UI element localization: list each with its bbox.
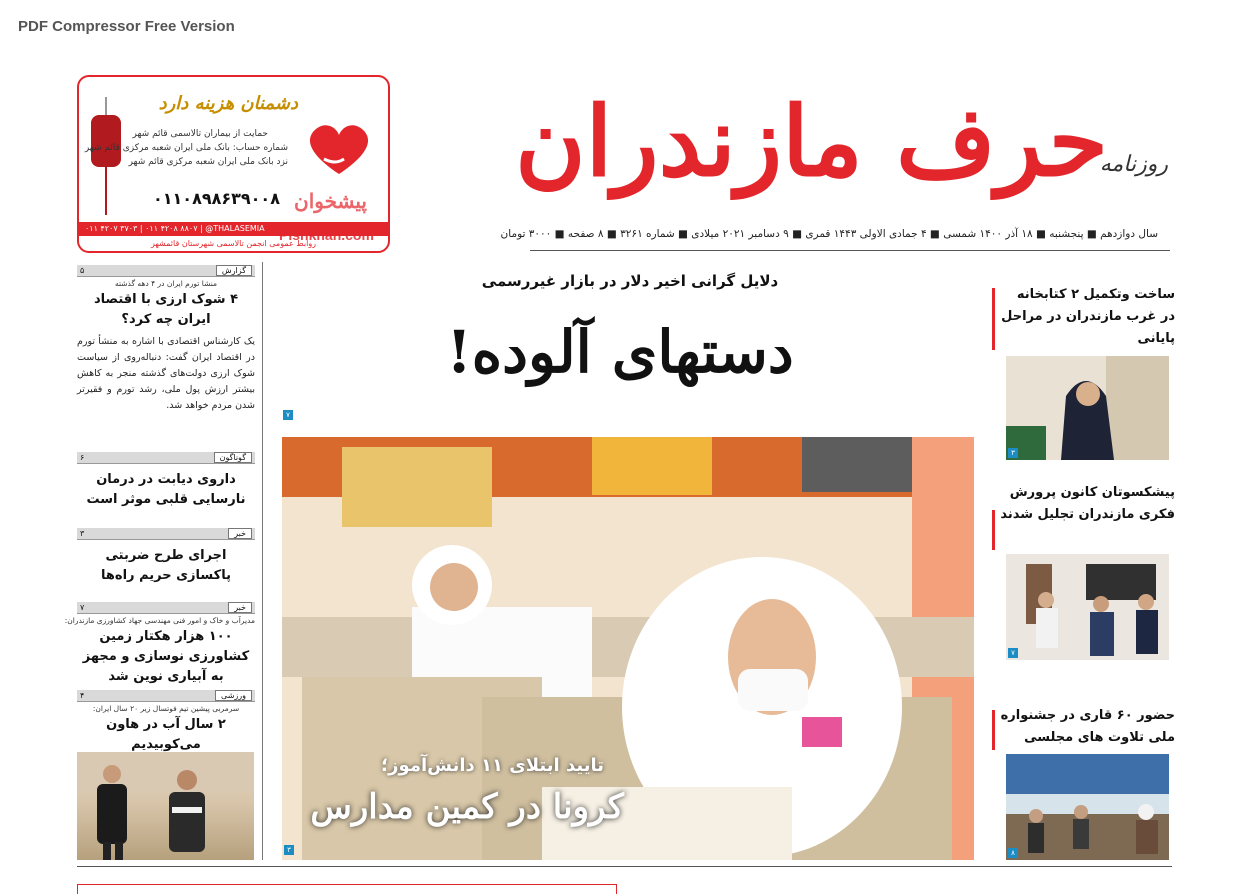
masthead — [488, 82, 1168, 212]
right-story-1[interactable] — [1000, 284, 1175, 350]
left-story-2[interactable] — [77, 452, 255, 510]
page-badge: ۷ — [1008, 648, 1018, 658]
story-photo[interactable] — [1006, 356, 1169, 460]
left-story-1[interactable] — [77, 265, 255, 414]
story-kicker: سرمربی پیشین تیم فوتسال زیر ۲۰ سال ایران: — [92, 704, 240, 713]
photo-headline: کرونا در کمین مدارس — [310, 787, 624, 827]
bottom-ad-frame — [77, 884, 617, 894]
page-number: ۶ — [80, 453, 85, 462]
pishkhan-watermark-fa: پیشخوان — [294, 189, 367, 213]
left-story-4[interactable] — [64, 602, 255, 687]
accent-bar — [992, 710, 995, 750]
newspaper-logo: حرف مازندران — [515, 85, 1108, 198]
page-number: ۴ — [80, 691, 85, 700]
ad-line-2: شماره حساب: بانک ملی ایران شعبه مرکزی قائم شهر — [84, 143, 288, 153]
story-title: حضور ۶۰ قاری در جشنواره ملی تلاوت های مجلسی — [1000, 708, 1175, 745]
ad-line-3: نزد بانک ملی ایران شعبه مرکزی قائم شهر — [128, 157, 288, 167]
thalassemia-ad[interactable] — [77, 75, 390, 253]
section-tag: خبر — [228, 602, 252, 613]
story-body: یک کارشناس اقتصادی با اشاره به منشأ تورم در اقتصاد ایران گفت: دنباله‌روی از سیاست شوک ارزی دولت‌های گذشته منجر به کاهش بیشتر ارزش پول ملی، رشد تورم و فقیرتر شدن مردم خواهد شد. — [77, 336, 255, 411]
heart-hands-icon — [304, 119, 374, 179]
column-divider — [262, 262, 263, 860]
section-tag: گزارش — [216, 265, 252, 276]
newspaper-label: روزنامه — [1099, 152, 1168, 177]
section-tag: گوناگون — [214, 452, 252, 463]
right-story-2[interactable] — [1000, 482, 1175, 526]
story-title: ۱۰۰ هزار هکتار زمین کشاورزی نوسازی و مجهز به آبیاری نوین شد — [82, 629, 250, 684]
accent-bar — [992, 510, 995, 550]
story-title: پیشکسوتان کانون پرورش فکری مازندران تجلیل شدند — [1000, 485, 1175, 522]
section-tag: خبر — [228, 528, 252, 539]
pdf-compressor-label: PDF Compressor Free Version — [18, 18, 235, 35]
story-kicker: منشا تورم ایران در ۴ دهه گذشته — [114, 279, 218, 288]
story-title: داروی دیابت در درمان نارسایی قلبی موثر است — [86, 472, 246, 507]
accent-bar — [992, 288, 995, 350]
blood-bag-icon — [87, 97, 125, 217]
right-story-3[interactable] — [1000, 705, 1175, 749]
left-story-3[interactable] — [77, 528, 255, 586]
section-tag: ورزشی — [215, 690, 252, 701]
lead-kicker: دلایل گرانی اخیر دلار در بازار غیررسمی — [481, 272, 779, 290]
page-badge: ۳ — [1008, 448, 1018, 458]
ad-line-1: حمایت از بیماران تالاسمی قائم شهر — [132, 129, 268, 139]
ad-footer: روابط عمومی انجمن تالاسمی شهرستان قائمشهر — [150, 239, 317, 248]
story-photo[interactable] — [1006, 554, 1169, 660]
ad-account-number: ۰۱۱۰۸۹۸۶۳۹۰۰۸ — [153, 189, 280, 208]
left-story-5[interactable] — [77, 690, 255, 755]
page-badge: ۸ — [1008, 848, 1018, 858]
ad-contact-band: ۰۱۱ ۴۲۰۷ ۳۷۰۳ | ۰۱۱ ۴۲۰۸ ۸۸۰۷ | @THALASEMIA — [79, 222, 388, 236]
story-title: ساخت وتکمیل ۲ کتابخانه در غرب مازندران در مراحل پایانی — [1001, 287, 1175, 346]
page-number: ۵ — [80, 266, 85, 275]
main-photo[interactable] — [282, 437, 974, 860]
page-badge: ۳ — [284, 845, 294, 855]
page-number: ۳ — [80, 529, 85, 538]
divider — [77, 866, 1172, 867]
photo-subheadline: تایید ابتلای ۱۱ دانش‌آموز؛ — [380, 755, 604, 776]
story-title: ۲ سال آب در هاون می‌کوبیدیم — [106, 717, 226, 752]
page-badge: ۷ — [283, 410, 293, 420]
page-number: ۷ — [80, 603, 85, 612]
story-photo[interactable] — [1006, 754, 1169, 860]
dateline: سال دوازدهم ■ پنجشنبه ■ ۱۸ آذر ۱۴۰۰ شمسی ■ ۴ جمادی الاولی ۱۴۴۳ قمری ■ ۹ دسامبر ۲۰۲۱ میلادی ■ شماره ۳۲۶۱ ■ ۸ صفحه ■ ۳۰۰۰ تومان — [500, 228, 1158, 240]
story-kicker: مدیرآب و خاک و امور فنی مهندسی جهاد کشاورزی مازندران: — [64, 616, 255, 625]
divider — [530, 250, 1170, 251]
story-title: ۴ شوک ارزی با اقتصاد ایران چه کرد؟ — [93, 292, 239, 327]
sports-photo[interactable] — [77, 752, 254, 860]
lead-headline[interactable]: دستهای آلوده! — [446, 318, 794, 386]
ad-slogan: دشمنان هزینه دارد — [158, 93, 298, 114]
story-title: اجرای طرح ضربتی پاکسازی حریم راه‌ها — [101, 548, 231, 583]
